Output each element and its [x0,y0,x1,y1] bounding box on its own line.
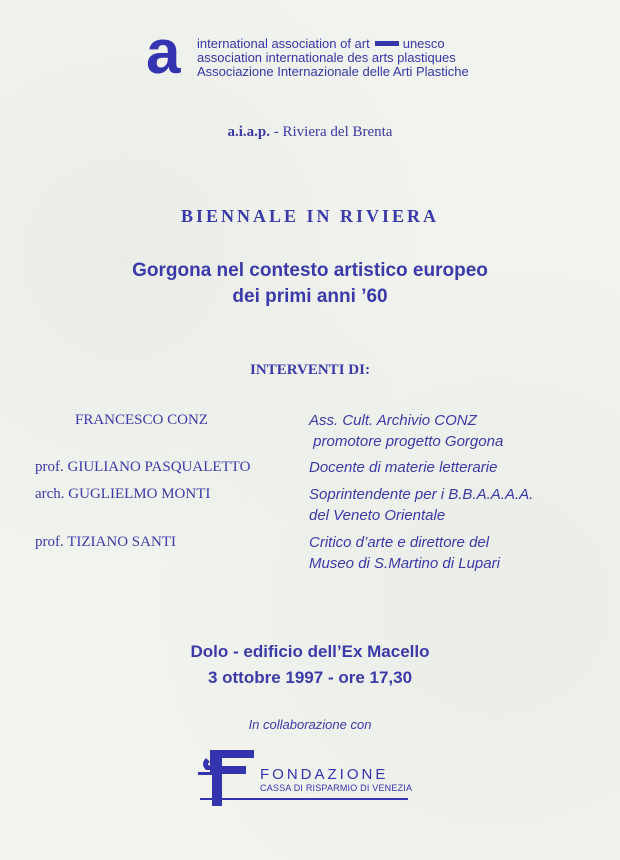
aiap-section-line [0,124,620,141]
speaker-name: prof. GIULIANO PASQUALETTO [35,459,251,475]
speaker-role-line: Critico d’arte e direttore del [309,534,490,551]
venue-datetime: 3 ottobre 1997 - ore 17,30 [207,668,413,687]
speaker-name: prof. TIZIANO SANTI [35,534,176,550]
event-title: BIENNALE IN RIVIERA [180,206,440,226]
speaker-role [309,457,497,478]
sponsor-name: FONDAZIONE [260,766,389,783]
collaboration-note: In collaborazione con [248,717,372,732]
subtitle-line-2: dei primi anni ’60 [232,286,388,307]
speakers-heading: INTERVENTI DI: [250,362,370,378]
speaker-role-line: Docente di materie letterarie [309,459,498,476]
event-subtitle [0,258,620,310]
speaker-role-line: promotore progetto Gorgona [309,433,504,450]
org-line-1-left: international association of art [197,36,370,51]
organization-names [197,37,469,79]
speaker-role-line: del Veneto Orientale [309,507,446,524]
speaker-role [309,532,500,574]
sponsor-rule [200,798,408,800]
speaker-role-line: Museo di S.Martino di Lupari [309,555,500,572]
fondazione-logo-icon [196,744,256,810]
aiap-abbreviation: a.i.a.p. [227,124,271,140]
dash-separator [375,41,399,46]
org-line-2: association internationale des arts plastiques [197,50,456,65]
venue-block [0,639,620,691]
subtitle-line-1: Gorgona nel contesto artistico europeo [132,260,488,281]
speaker-role-line: Ass. Cult. Archivio CONZ [309,412,477,429]
org-line-1 [197,37,469,51]
speaker-role-line: Soprintendente per i B.B.A.A.A.A. [309,486,534,503]
speaker-role [309,410,503,452]
speaker-name: arch. GUGLIELMO MONTI [35,486,211,502]
venue-place: Dolo - edificio dell’Ex Macello [190,642,430,661]
aiap-section: - Riviera del Brenta [270,124,393,140]
speaker-role [309,484,533,526]
org-line-1-right: unesco [402,36,445,51]
org-line-3: Associazione Internazionale delle Arti Plastiche [197,64,469,79]
aiap-logo: a [146,18,181,87]
speaker-name: FRANCESCO CONZ [75,412,208,428]
sponsor-subname: CASSA DI RISPARMIO DI VENEZIA [260,783,413,793]
